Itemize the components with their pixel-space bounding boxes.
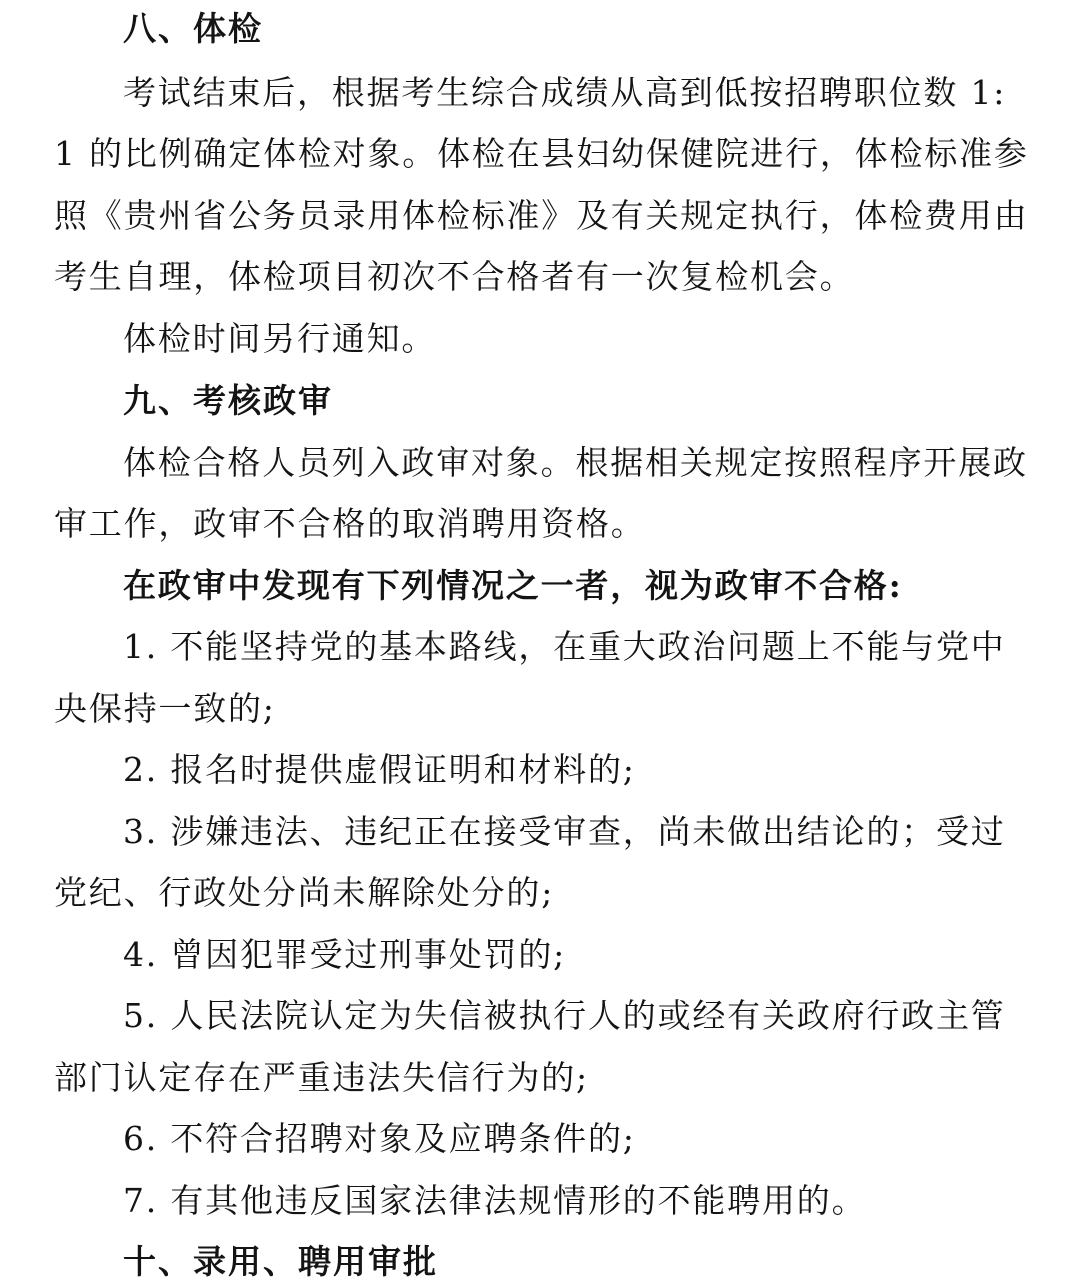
list-item-3: 3. 涉嫌违法、违纪正在接受审查，尚未做出结论的；受过 bbox=[123, 812, 1006, 851]
list-item-1: 1. 不能坚持党的基本路线，在重大政治问题上不能与党中 bbox=[123, 627, 1006, 666]
list-item-6: 6. 不符合招聘对象及应聘条件的; bbox=[123, 1119, 636, 1158]
section-heading-political-review: 九、考核政审 bbox=[123, 381, 333, 420]
list-item-1-continued: 央保持一致的; bbox=[54, 689, 276, 728]
list-item-5-continued: 部门认定存在严重违法失信行为的; bbox=[54, 1058, 589, 1097]
section-heading-employment-approval: 十、录用、聘用审批 bbox=[123, 1242, 438, 1281]
list-item-2: 2. 报名时提供虚假证明和材料的; bbox=[123, 750, 636, 789]
emphasis-statement: 在政审中发现有下列情况之一者，视为政审不合格: bbox=[123, 566, 903, 605]
paragraph-line: 审工作，政审不合格的取消聘用资格。 bbox=[54, 504, 646, 543]
section-heading-physical-exam: 八、体检 bbox=[123, 9, 263, 48]
list-item-4: 4. 曾因犯罪受过刑事处罚的; bbox=[123, 935, 567, 974]
paragraph-line: 考试结束后，根据考生综合成绩从高到低按招聘职位数 1: bbox=[123, 73, 1007, 112]
list-item-7: 7. 有其他违反国家法律法规情形的不能聘用的。 bbox=[123, 1181, 867, 1220]
list-item-5: 5. 人民法院认定为失信被执行人的或经有关政府行政主管 bbox=[123, 996, 1006, 1035]
list-item-3-continued: 党纪、行政处分尚未解除处分的; bbox=[54, 873, 555, 912]
paragraph-line: 照《贵州省公务员录用体检标准》及有关规定执行，体检费用由 bbox=[54, 196, 1029, 235]
paragraph-line: 体检合格人员列入政审对象。根据相关规定按照程序开展政 bbox=[123, 443, 1028, 482]
paragraph-line: 体检时间另行通知。 bbox=[123, 319, 437, 358]
paragraph-line: 1 的比例确定体检对象。体检在县妇幼保健院进行，体检标准参 bbox=[54, 134, 1029, 173]
paragraph-line: 考生自理，体检项目初次不合格者有一次复检机会。 bbox=[54, 257, 855, 296]
